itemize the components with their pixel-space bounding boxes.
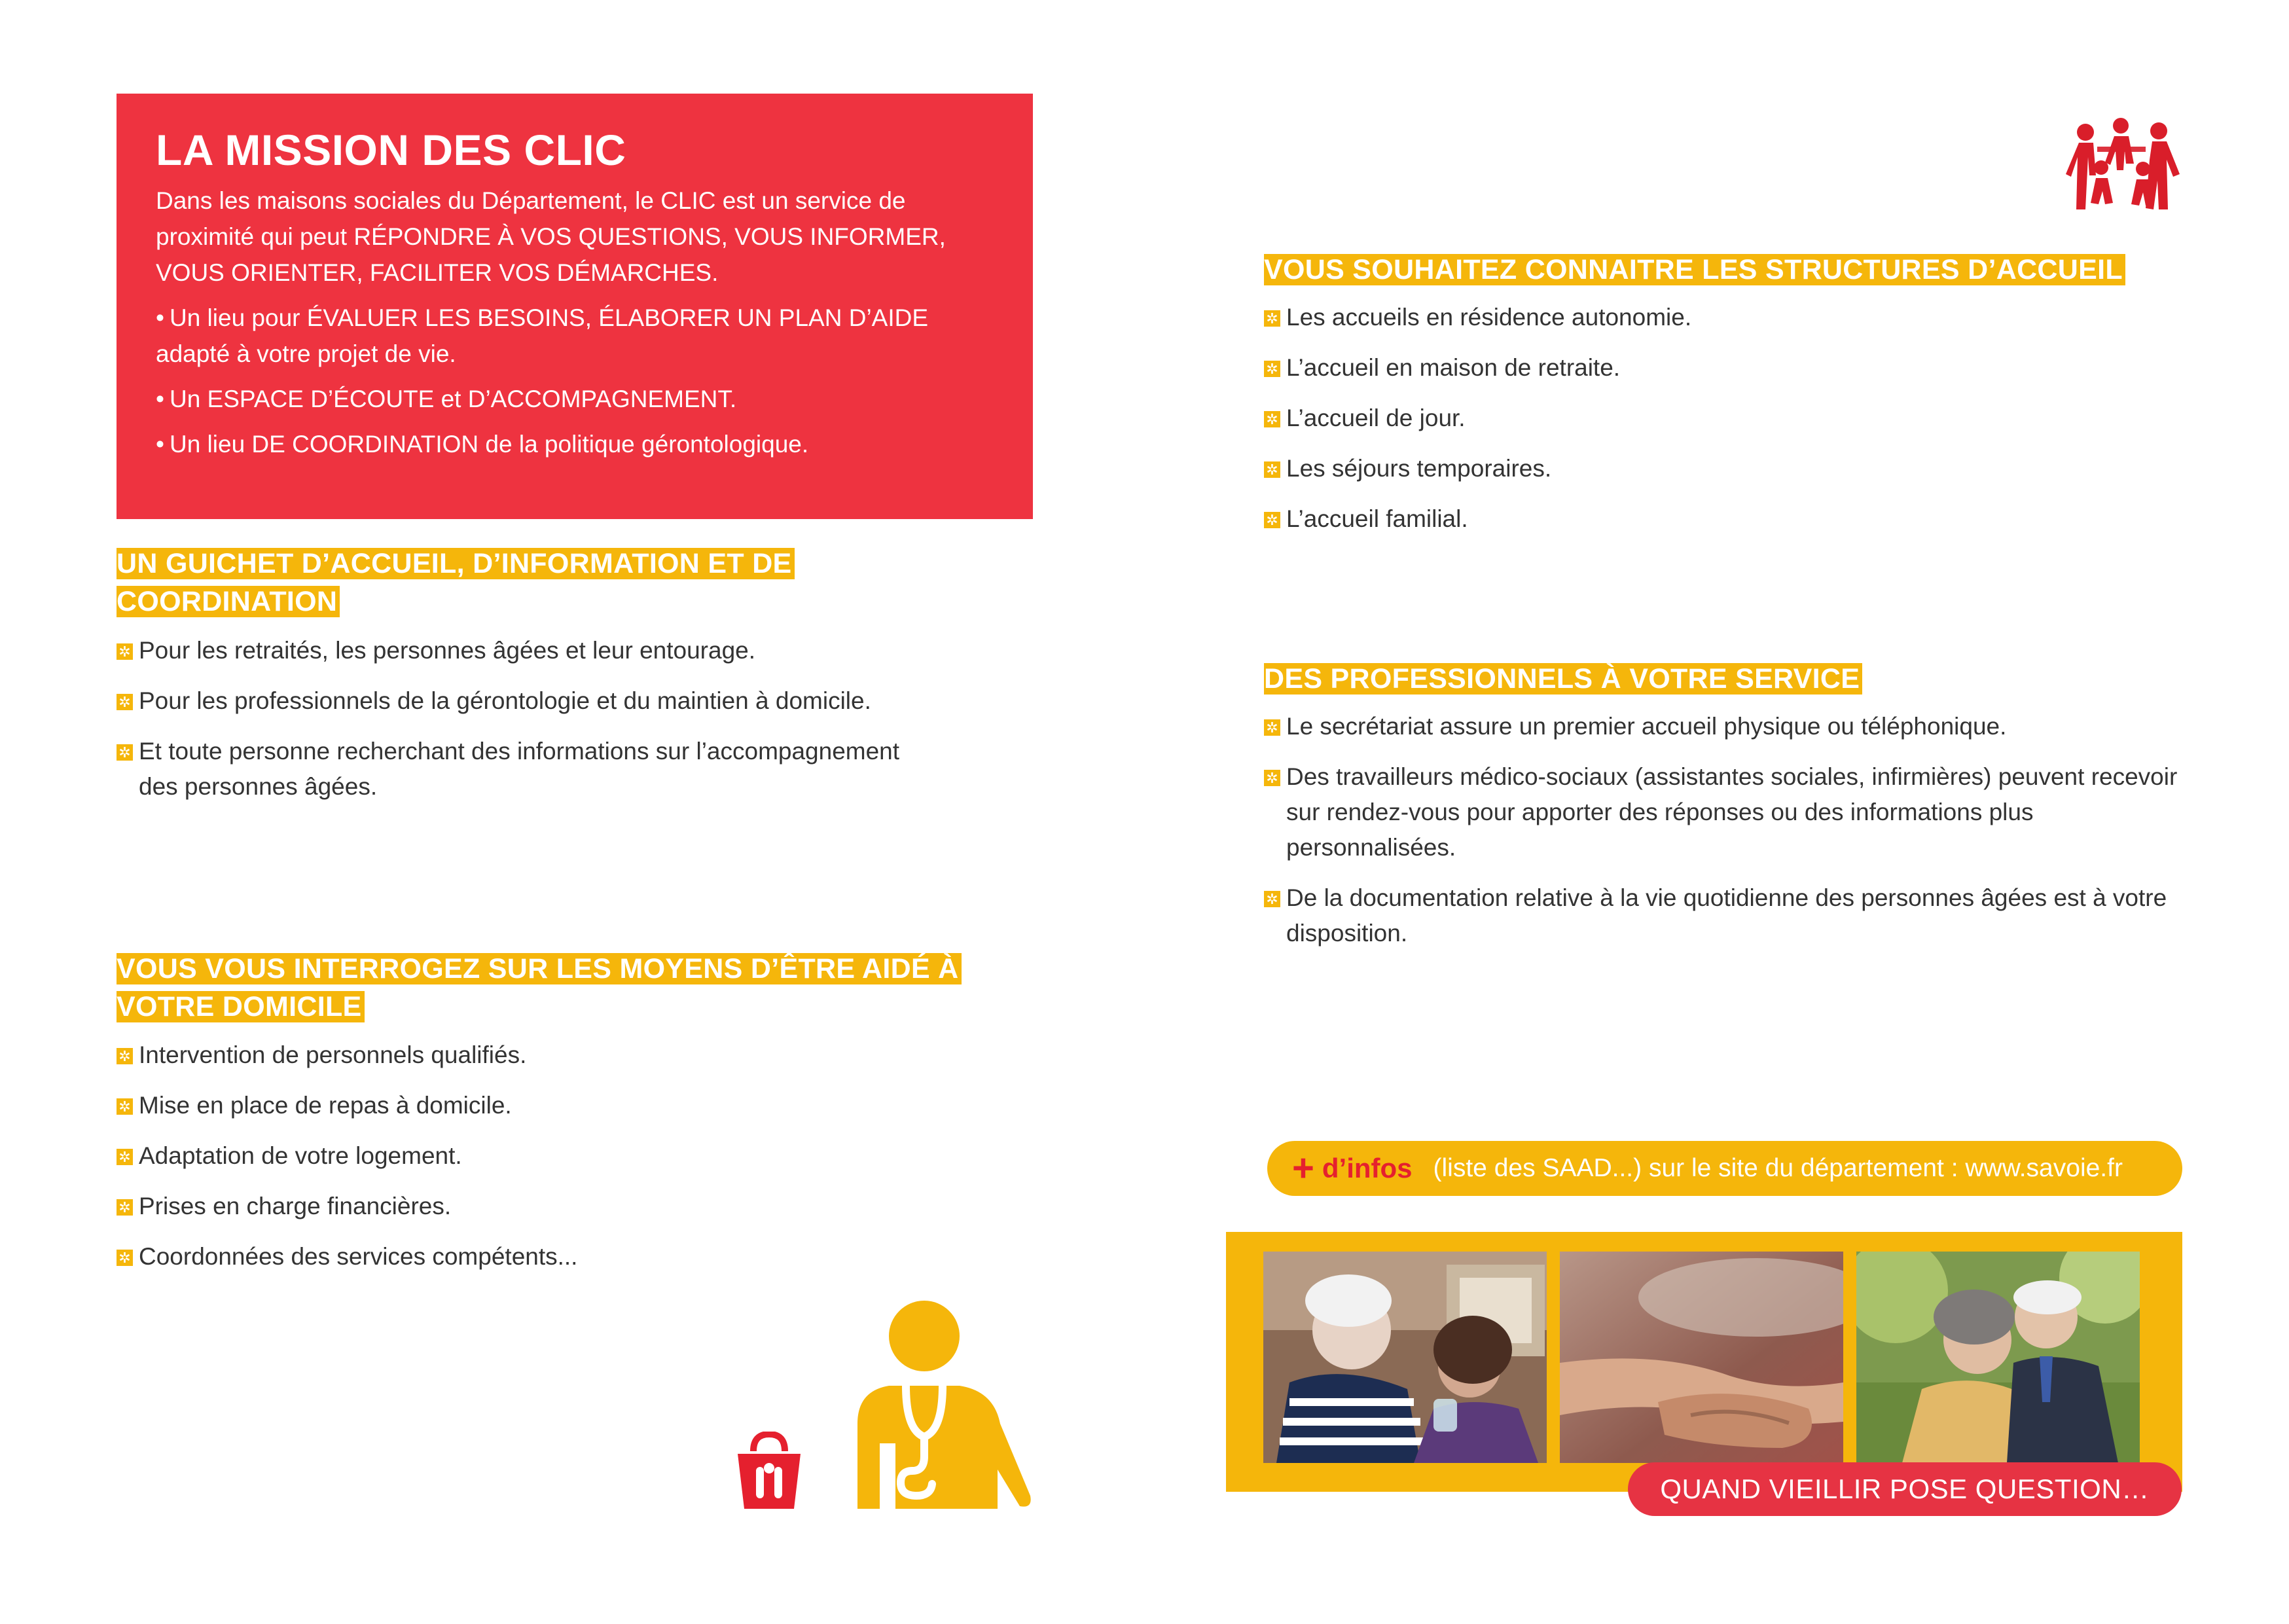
yellow-square-bullet-icon: ✲ — [1264, 512, 1280, 528]
yellow-square-bullet-icon: ✲ — [117, 1149, 133, 1165]
structures-heading: VOUS SOUHAITEZ CONNAITRE LES STRUCTURES D’ACCUEIL — [1264, 251, 2180, 289]
mission-box — [117, 94, 1033, 519]
list-item: ✲ L’accueil de jour. — [1264, 401, 2167, 436]
photo-hands — [1560, 1252, 1843, 1463]
guichet-list — [117, 633, 981, 820]
yellow-square-bullet-icon: ✲ — [117, 1199, 133, 1216]
list-item: ✲ Prises en charge financières. — [117, 1189, 967, 1224]
yellow-square-bullet-icon: ✲ — [1264, 770, 1280, 786]
list-item: ✲ Des travailleurs médico-sociaux (assistantes sociales, infirmières) peuvent recevoir sur rendez-vous pour apporter des réponses ou des informations plus personnalisées. — [1264, 759, 2180, 865]
domicile-heading: VOUS VOUS INTERROGEZ SUR LES MOYENS D’ÊTRE AIDÉ À VOTRE DOMICILE — [117, 950, 987, 1026]
people-group-icon — [2061, 118, 2185, 216]
list-item: ✲ Les accueils en résidence autonomie. — [1264, 300, 2167, 335]
domicile-list — [117, 1038, 967, 1290]
list-item: ✲ Mise en place de repas à domicile. — [117, 1088, 967, 1123]
list-item: ✲ Le secrétariat assure un premier accueil physique ou téléphonique. — [1264, 709, 2180, 744]
professionnels-list — [1264, 709, 2180, 966]
yellow-square-bullet-icon: ✲ — [117, 643, 133, 660]
yellow-square-bullet-icon: ✲ — [1264, 719, 1280, 736]
infos-text: (liste des SAAD...) sur le site du département : www.savoie.fr — [1433, 1154, 2123, 1182]
list-item: ✲ Et toute personne recherchant des informations sur l’accompagnement des personnes âgées. — [117, 734, 981, 804]
list-item: ✲ Pour les professionnels de la gérontologie et du maintien à domicile. — [117, 683, 981, 719]
list-item: ✲ L’accueil familial. — [1264, 501, 2167, 537]
yellow-square-bullet-icon: ✲ — [117, 694, 133, 710]
mission-bullet: • Un ESPACE D’ÉCOUTE et D’ACCOMPAGNEMENT. — [156, 381, 994, 417]
mission-title: LA MISSION DES CLIC — [156, 126, 626, 174]
infos-label: d’infos — [1322, 1153, 1413, 1183]
list-item: ✲ Coordonnées des services compétents... — [117, 1239, 967, 1274]
mission-lead: Dans les maisons sociales du Département, le CLIC est un service de proximité qui peut RÉPONDRE À VOS QUESTIONS, VOUS INFORMER, VOUS ORIENTER, FACILITER VOS DÉMARCHES. — [156, 187, 946, 286]
list-item: ✲ Les séjours temporaires. — [1264, 451, 2167, 486]
photo-frame — [1226, 1232, 2182, 1492]
yellow-square-bullet-icon: ✲ — [1264, 891, 1280, 907]
mission-bullet: • Un lieu pour ÉVALUER LES BESOINS, ÉLABORER UN PLAN D’AIDE adapté à votre projet de vie. — [156, 300, 994, 372]
yellow-square-bullet-icon: ✲ — [117, 1098, 133, 1115]
yellow-square-bullet-icon: ✲ — [1264, 461, 1280, 478]
yellow-square-bullet-icon: ✲ — [117, 744, 133, 761]
yellow-square-bullet-icon: ✲ — [1264, 361, 1280, 377]
yellow-square-bullet-icon: ✲ — [1264, 411, 1280, 427]
yellow-square-bullet-icon: ✲ — [1264, 310, 1280, 327]
list-item: ✲ De la documentation relative à la vie quotidienne des personnes âgées est à votre disposition. — [1264, 880, 2180, 951]
list-item: ✲ Adaptation de votre logement. — [117, 1138, 967, 1174]
plus-icon: + — [1292, 1147, 1314, 1189]
structures-list — [1264, 300, 2167, 552]
yellow-square-bullet-icon: ✲ — [117, 1250, 133, 1266]
list-item: ✲ Intervention de personnels qualifiés. — [117, 1038, 967, 1073]
slogan-banner: QUAND VIEILLIR POSE QUESTION… — [1628, 1462, 2182, 1516]
infos-pill — [1267, 1141, 2182, 1196]
doctor-stethoscope-icon — [843, 1299, 1033, 1512]
photo-couple — [1856, 1252, 2140, 1463]
photo-women — [1263, 1252, 1547, 1463]
shopping-bag-icon — [734, 1432, 804, 1511]
professionnels-heading: DES PROFESSIONNELS À VOTRE SERVICE — [1264, 660, 2180, 698]
mission-bullet: • Un lieu DE COORDINATION de la politique gérontologique. — [156, 426, 994, 462]
guichet-heading: UN GUICHET D’ACCUEIL, D’INFORMATION ET DE COORDINATION — [117, 545, 843, 621]
list-item: ✲ Pour les retraités, les personnes âgées et leur entourage. — [117, 633, 981, 668]
yellow-square-bullet-icon: ✲ — [117, 1048, 133, 1064]
list-item: ✲ L’accueil en maison de retraite. — [1264, 350, 2167, 386]
